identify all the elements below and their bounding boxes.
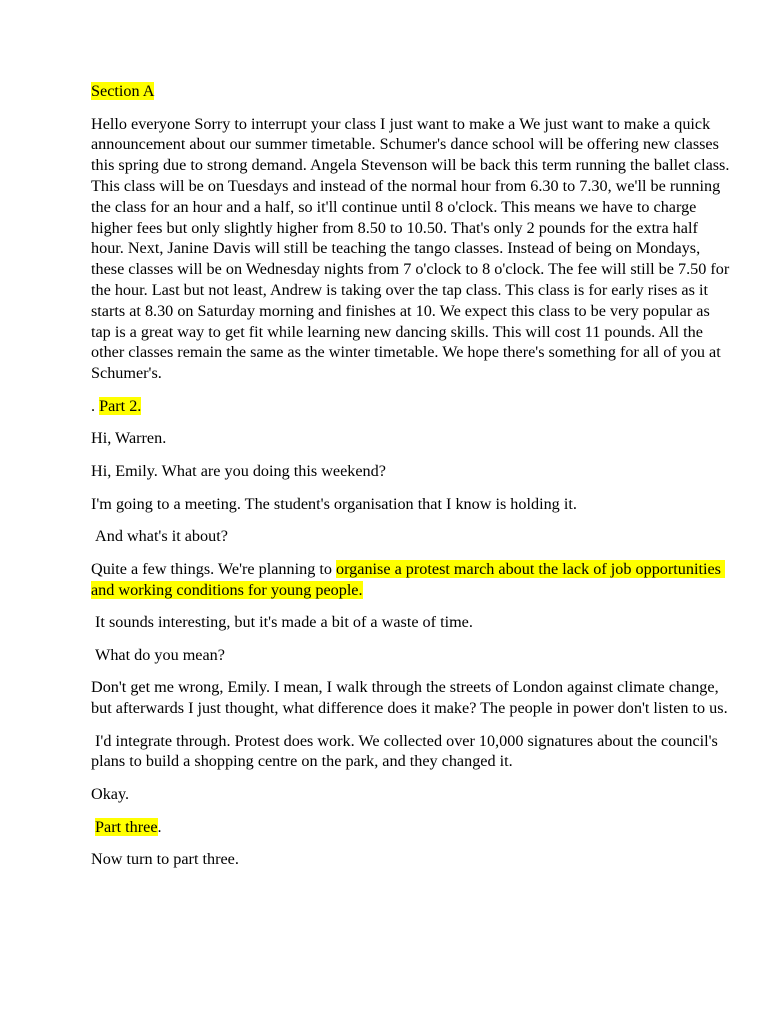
- part-2-heading: [91, 396, 731, 417]
- part-3-heading: [91, 817, 731, 838]
- part-2-heading-highlight: Part 2.: [99, 396, 142, 415]
- part-2-prefix: .: [91, 396, 100, 415]
- quite-a-few-things-text: Quite a few things. We're planning to: [91, 559, 336, 578]
- dialogue-line-now-turn: Now turn to part three.: [91, 850, 239, 869]
- dialogue-line-hi-warren: Hi, Warren.: [91, 429, 167, 448]
- announcement-paragraph: Hello everyone Sorry to interrupt your class I just want to make a We just want to make a quick announcement about our summer timetable. Schumer's dance school will be offering new classes this spring due to strong demand. Angela Stevenson will be back this term running the ballet class. This class will be on Tuesdays and instead of the normal hour from 6.30 to 7.30, we'll be running the class for an hour and a half, so it'll continue until 8 o'clock. This means we have to charge higher fees but only slightly higher from 8.50 to 10.50. That's only 2 pounds for the extra half hour. Next, Janine Davis will still be teaching the tango classes. Instead of being on Mondays, these classes will be on Wednesday nights from 7 o'clock to 8 o'clock. The fee will still be 7.50 for the hour. Last but not least, Andrew is taking over the tap class. This class is for early rises as it starts at 8.30 on Saturday morning and finishes at 10. We expect this class to be very popular as tap is a great way to get fit while learning new dancing skills. This will cost 11 pounds. All the other classes remain the same as the winter timetable. We hope there's something for all of you at Schumer's.: [91, 114, 734, 383]
- dialogue-line-what-do-you-mean: What do you mean?: [91, 645, 225, 664]
- dialogue-line-quite-a-few-things: [91, 559, 731, 601]
- document-page: [91, 81, 734, 882]
- dialogue-line-sounds-interesting: It sounds interesting, but it's made a bit of a waste of time.: [91, 613, 473, 632]
- section-a-heading: [91, 81, 731, 102]
- protest-march-highlight: organise a protest march about the lack of job opportunities and working conditions for young people.: [91, 559, 725, 599]
- part-3-suffix: .: [157, 817, 162, 836]
- dialogue-line-integrate: I'd integrate through. Protest does work. We collected over 10,000 signatures about the council's plans to build a shopping centre on the park, and they changed it.: [91, 731, 722, 771]
- section-a-heading-highlight: Section A: [91, 82, 155, 100]
- dialogue-line-okay: Okay.: [91, 785, 130, 804]
- dialogue-line-whats-it-about: And what's it about?: [91, 527, 228, 546]
- dialogue-line-meeting: I'm going to a meeting. The student's organisation that I know is holding it.: [91, 494, 577, 513]
- part-3-heading-highlight: Part three: [95, 817, 158, 836]
- dialogue-line-hi-emily: Hi, Emily. What are you doing this weekend?: [91, 461, 386, 480]
- dialogue-line-dont-get-me-wrong: Don't get me wrong, Emily. I mean, I walk through the streets of London against climate change, but afterwards I just thought, what difference does it make? The people in power don't listen to us.: [91, 678, 728, 718]
